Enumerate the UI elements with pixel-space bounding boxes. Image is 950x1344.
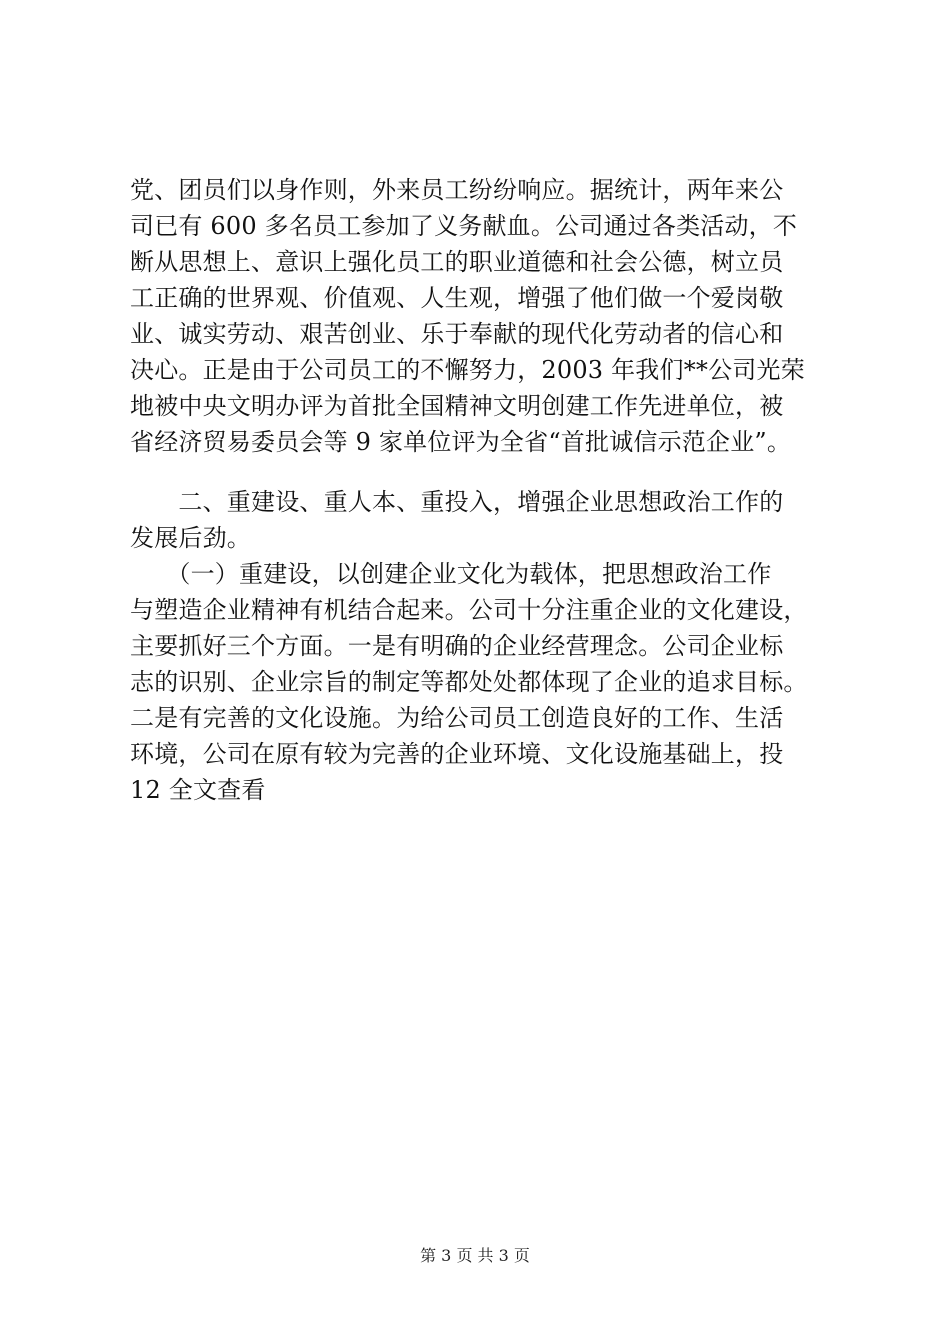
section-heading-line: 发展后劲。 <box>130 524 251 552</box>
text-line: 决心。正是由于公司员工的不懈努力，2003 年我们**公司光荣 <box>130 356 805 384</box>
text-line: 省经济贸易委员会等 9 家单位评为全省“首批诚信示范企业”。 <box>130 428 792 456</box>
text-line: 志的识别、企业宗旨的制定等都处处都体现了企业的追求目标。 <box>130 668 808 696</box>
text-line: 主要抓好三个方面。一是有明确的企业经营理念。公司企业标 <box>130 632 784 660</box>
text-line: 二是有完善的文化设施。为给公司员工创造良好的工作、生活 <box>130 704 784 732</box>
text-line: 与塑造企业精神有机结合起来。公司十分注重企业的文化建设， <box>130 596 808 624</box>
text-line: 环境，公司在原有较为完善的企业环境、文化设施基础上，投 <box>130 740 784 768</box>
text-line: 断从思想上、意识上强化员工的职业道德和社会公德，树立员 <box>130 248 784 276</box>
text-line: 地被中央文明办评为首批全国精神文明创建工作先进单位，被 <box>130 392 784 420</box>
read-more-link[interactable]: 12 全文查看 <box>130 776 266 804</box>
text-line: 党、团员们以身作则，外来员工纷纷响应。据统计，两年来公 <box>130 176 784 204</box>
text-line: 工正确的世界观、价值观、人生观，增强了他们做一个爱岗敬 <box>130 284 784 312</box>
text-line: （一）重建设，以创建企业文化为载体，把思想政治工作 <box>130 560 772 588</box>
page-number: 第 3 页 共 3 页 <box>420 1246 530 1265</box>
section-heading-line: 二、重建设、重人本、重投入，增强企业思想政治工作的 <box>130 488 784 516</box>
text-line: 业、诚实劳动、艰苦创业、乐于奉献的现代化劳动者的信心和 <box>130 320 784 348</box>
text-line: 司已有 600 多名员工参加了义务献血。公司通过各类活动，不 <box>130 212 798 240</box>
